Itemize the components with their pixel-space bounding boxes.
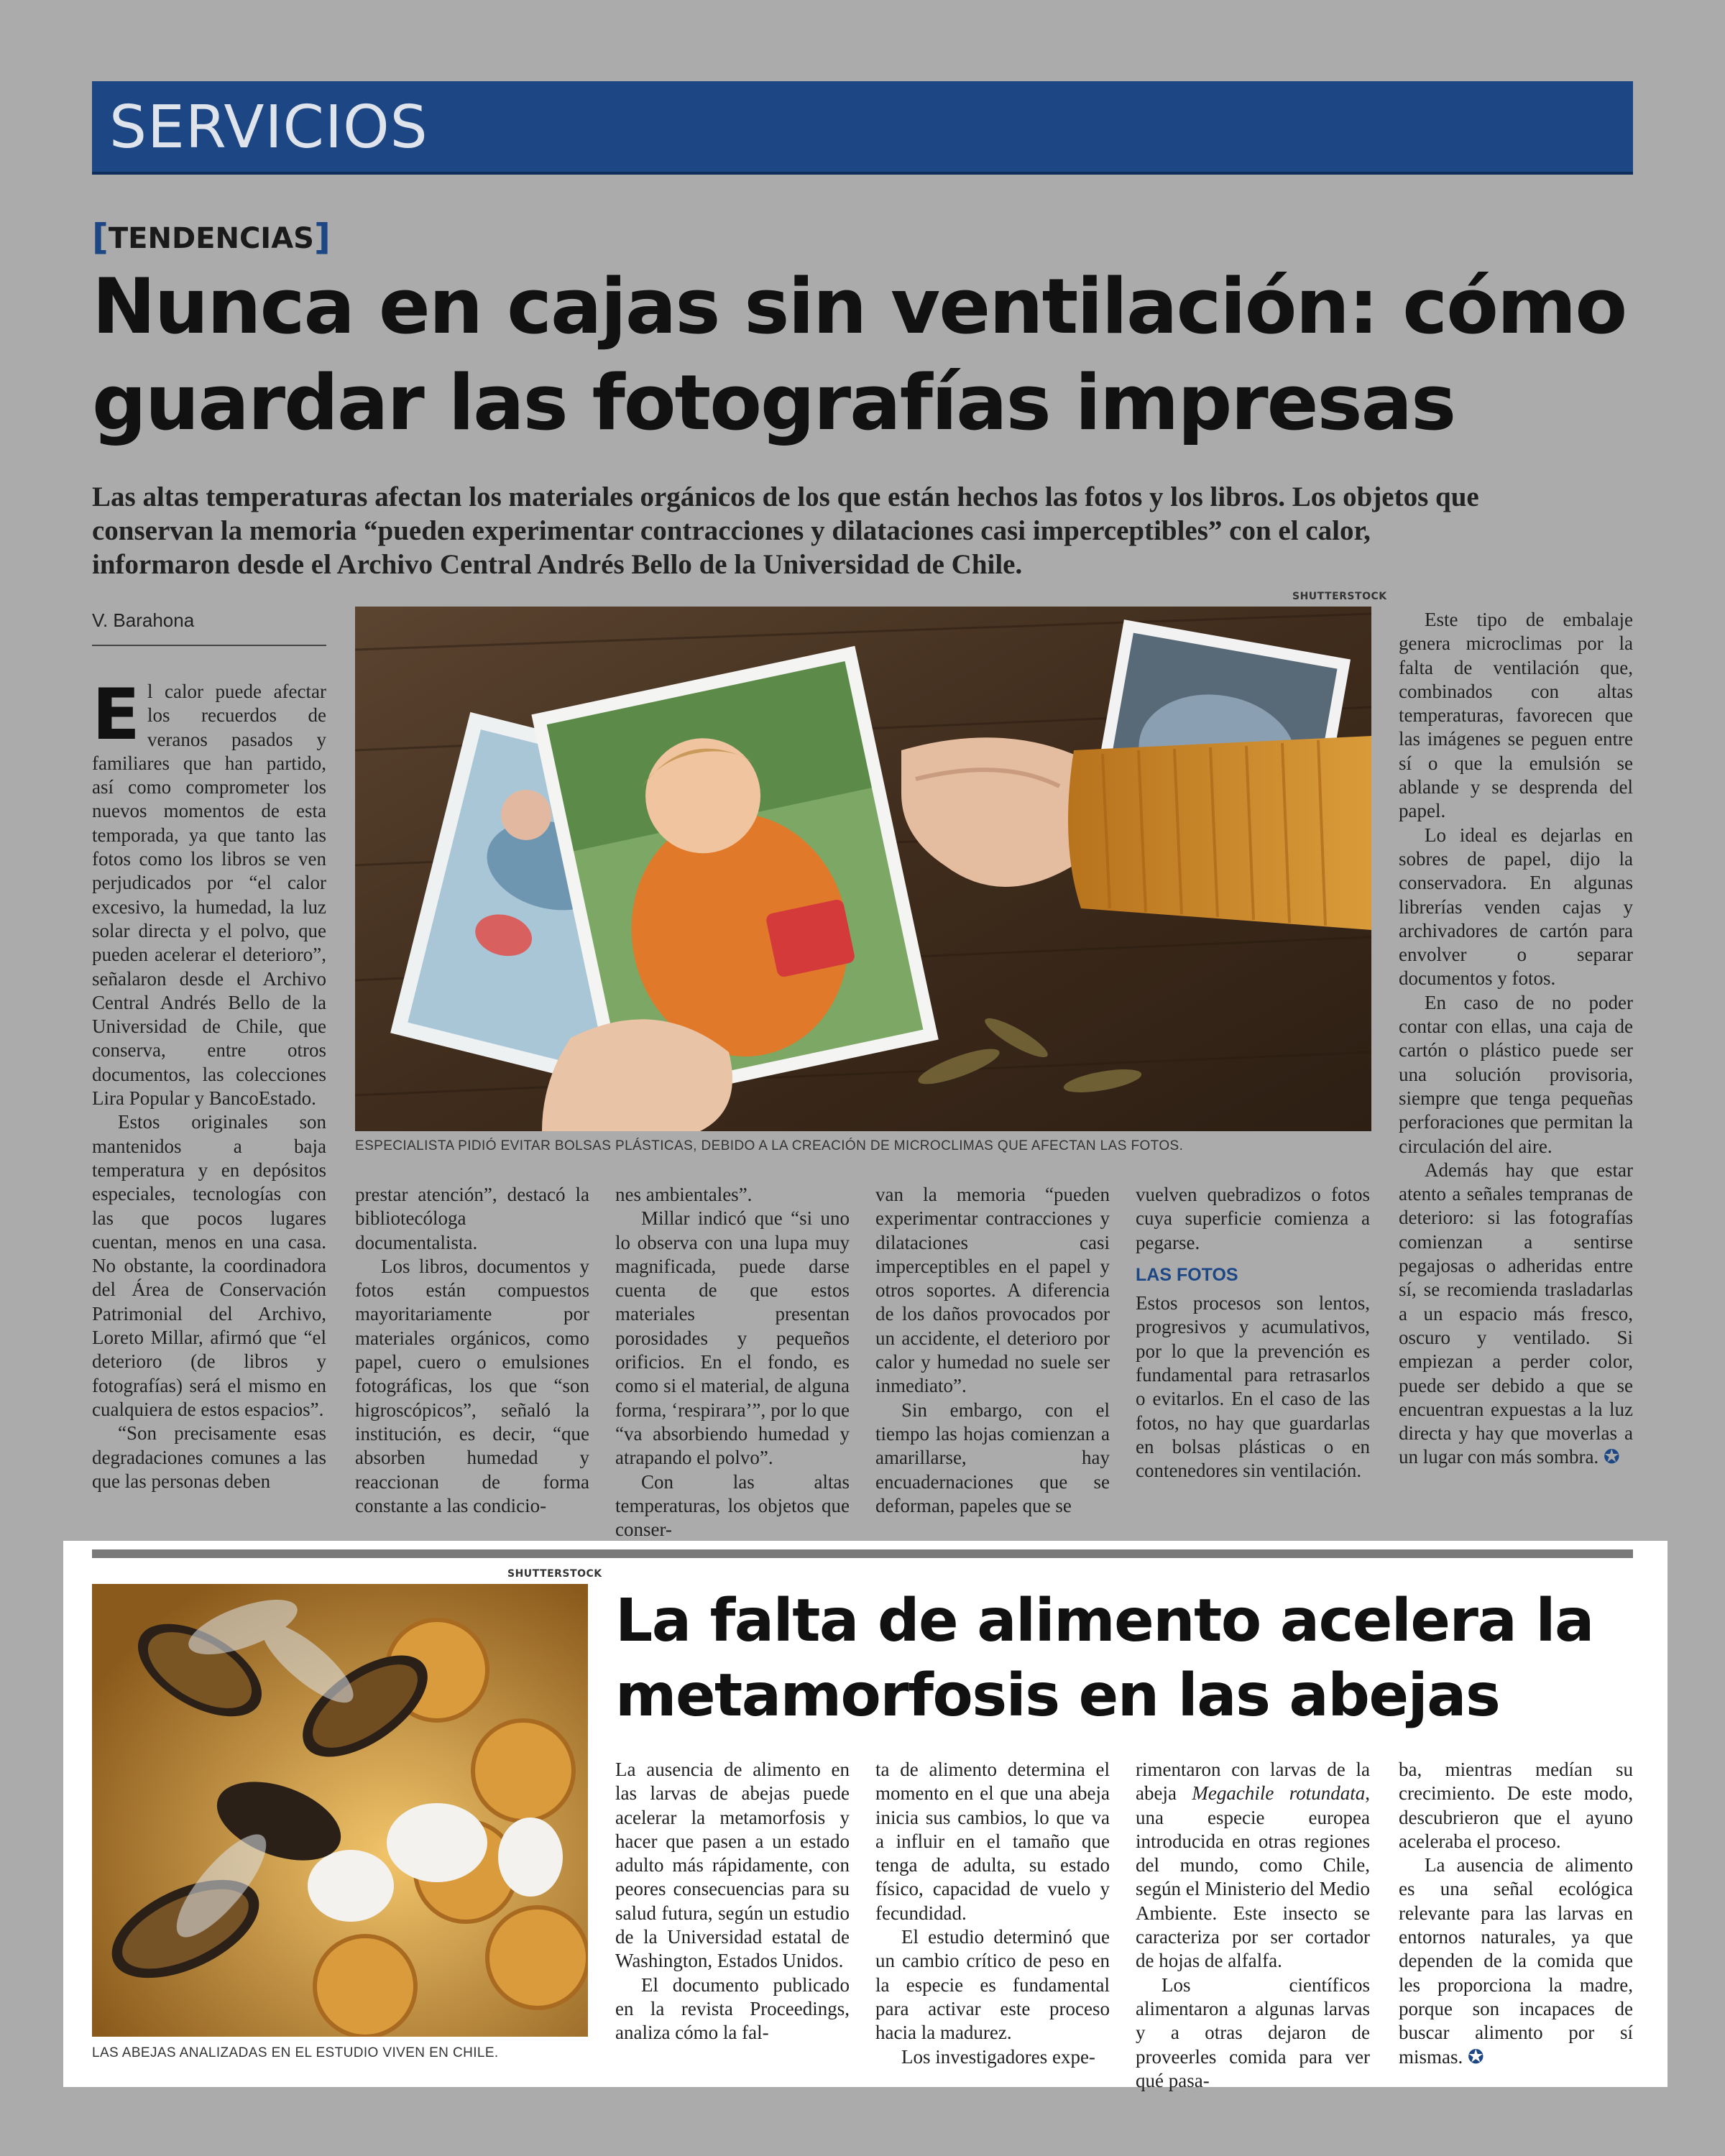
paragraph: Estos originales son mantenidos a baja temperatura y en depósitos especiales, tecnologías con las que pocos lugares cuentan, menos en una casa. No obstante, la coordinadora del Área de Conservación Patrimonial del Archivo, Loreto Millar, afirmó que “el deterioro (de libros y fotografías) será el mismo en cualquiera de estos espacios”. bbox=[92, 1111, 326, 1420]
text-column-4 bbox=[875, 1183, 1110, 1518]
kicker-label: TENDENCIAS bbox=[108, 222, 314, 255]
paragraph: Los libros, documentos y fotos están compuestos mayoritariamente por materiales orgánicos, como papel, cuero o emulsiones fotográficas, los que “son higroscópicos”, señaló la institución, es decir, “que absorben humedad y reaccionan de forma constante a las condicio- bbox=[355, 1255, 589, 1516]
text-column-2 bbox=[355, 1183, 589, 1518]
paragraph: El documento publicado en la revista Proceedings, analiza cómo la fal- bbox=[615, 1973, 850, 2044]
paragraph: Los científicos alimentaron a algunas larvas y a otras dejaron de proveerles comida para ver qué pasa- bbox=[1136, 1973, 1370, 2091]
text-column-6 bbox=[1399, 608, 1633, 1470]
drop-cap: E bbox=[92, 674, 140, 756]
paragraph-text: La ausencia de alimento es una señal ecológica relevante para las larvas en entornos naturales, ya que dependen de la comida que les proporciona la madre, porque son incapaces de buscar alimento por sí mismas. bbox=[1399, 1854, 1633, 2068]
paragraph: “Son precisamente esas degradaciones comunes a las que las personas deben bbox=[92, 1422, 326, 1492]
photo-caption: ESPECIALISTA PIDIÓ EVITAR BOLSAS PLÁSTICAS, DEBIDO A LA CREACIÓN DE MICROCLIMAS QUE AFECTAN LAS FOTOS. bbox=[355, 1138, 1184, 1153]
kicker-bracket-open: [ bbox=[92, 216, 109, 258]
section-header-bar bbox=[92, 81, 1633, 175]
paragraph: Con las altas temperaturas, los objetos que conser- bbox=[615, 1470, 850, 1541]
secondary-article bbox=[63, 1541, 1668, 2091]
text-column-2 bbox=[875, 1758, 1110, 2069]
text-column-4 bbox=[1399, 1758, 1633, 2069]
lead-line: conservan la memoria “pueden experimentar contracciones y dilataciones casi imperceptibles” con el calor, bbox=[92, 515, 1371, 546]
paragraph: Sin embargo, con el tiempo las hojas comienzan a amarillarse, hay encuadernaciones que se deforman, papeles que se bbox=[875, 1399, 1110, 1516]
text-column-5 bbox=[1136, 1183, 1370, 1483]
photo-bees-on-honeycomb bbox=[92, 1584, 588, 2037]
lead-line: Las altas temperaturas afectan los materiales orgánicos de los que están hechos las fotos y los libros. Los objetos que bbox=[92, 482, 1479, 512]
paragraph: prestar atención”, destacó la bibliotecóloga documentalista. bbox=[355, 1184, 589, 1253]
paragraph: nes ambientales”. bbox=[615, 1184, 753, 1205]
photo-credit: SHUTTERSTOCK bbox=[1292, 591, 1387, 602]
paragraph: La ausencia de alimento en las larvas de abejas puede acelerar la metamorfosis y hacer que pasen a un estado adulto más rápidamente, con peores consecuencias para su salud futura, según un estudio de la Universidad estatal de Washington, Estados Unidos. bbox=[615, 1759, 850, 1972]
paragraph-text: , una especie europea introducida en otras regiones del mundo, como Chile, según el Ministerio del Medio Ambiente. Este insecto se caracteriza por ser cortador de hojas de alfalfa. bbox=[1136, 1782, 1370, 1972]
paragraph: En caso de no poder contar con ellas, una caja de cartón o plástico puede ser una solución provisoria, siempre que tenga pequeñas perforaciones que permitan la circulación del aire. bbox=[1399, 991, 1633, 1157]
byline: V. Barahona bbox=[92, 609, 326, 646]
paragraph-text: l calor puede afectar los recuerdos de veranos pasados y familiares que han partido, así como comprometer los nuevos momentos de esta temporada, ya que tanto las fotos como los libros se ven perjudicados por “el calor excesivo, la humedad, la luz solar directa y el polvo, que pueden acelerar el deterioro”, señalaron desde el Archivo Central Andrés Bello de la Universidad de Chile, que conserva, entre otros documentos, las colecciones Lira Popular y BancoEstado. bbox=[92, 681, 326, 1110]
subheading: LAS FOTOS bbox=[1136, 1264, 1238, 1285]
article-kicker bbox=[92, 214, 331, 260]
paragraph: vuelven quebradizos o fotos cuya superficie comienza a pegarse. bbox=[1136, 1184, 1370, 1253]
headline-line: Nunca en cajas sin ventilación: cómo bbox=[92, 262, 1627, 351]
paragraph: Millar indicó que “si uno lo observa con una lupa muy magnificada, puede darse cuenta de que estos materiales presentan porosidades y pequeños orificios. En el fondo, es como si el material, de alguna forma, ‘respirara’”, por lo que “va absorbiendo humedad y atrapando el polvo”. bbox=[615, 1207, 850, 1469]
section-title: SERVICIOS bbox=[109, 93, 428, 162]
paragraph: Los investigadores expe- bbox=[901, 2045, 1095, 2068]
paragraph: ba, mientras medían su crecimiento. De este modo, descubrieron que el ayuno aceleraba el proceso. bbox=[1399, 1759, 1633, 1852]
text-column-1 bbox=[92, 674, 326, 1493]
paragraph-text: Además hay que estar atento a señales tempranas de deterioro: si las fotografías comienzan a sentirse pegajosas o adheridas entre sí, se recomienda trasladarlas a un espacio más fresco, oscuro y ventilado. Si empiezan a perder color, puede ser debido a que se encuentran expuestas a la luz directa y hay que moverlas a un lugar con más sombra. bbox=[1399, 1158, 1633, 1468]
article-lead bbox=[92, 480, 1633, 581]
paragraph bbox=[92, 674, 326, 1110]
text-column-3 bbox=[1136, 1758, 1370, 2093]
paragraph: ta de alimento determina el momento en el que una abeja inicia sus cambios, lo que va a influir en el tamaño que tenga de adulta, su estado físico, capacidad de vuelo y fecundidad. bbox=[875, 1759, 1110, 1924]
photo-hands-holding-prints bbox=[355, 607, 1371, 1131]
kicker-bracket-close: ] bbox=[313, 216, 331, 258]
text-column-1 bbox=[615, 1758, 850, 2045]
bees-illustration bbox=[92, 1584, 588, 2037]
paragraph bbox=[1399, 1158, 1633, 1470]
headline-line: La falta de alimento acelera la bbox=[615, 1587, 1593, 1655]
paragraph-text: rimentaron con larvas de la abeja bbox=[1136, 1759, 1370, 1805]
article-headline bbox=[615, 1584, 1636, 1733]
paragraph bbox=[1399, 1853, 1633, 2069]
paragraph: van la memoria “pueden experimentar contracciones y dilataciones casi imperceptibles en el papel y otros soportes. A diferencia de los daños provocados por un accidente, el deterioro por calor y humedad no suele ser inmediato”. bbox=[875, 1184, 1110, 1397]
text-column-3 bbox=[615, 1183, 850, 1542]
article-headline bbox=[92, 259, 1633, 451]
lead-line: informaron desde el Archivo Central Andrés Bello de la Universidad de Chile. bbox=[92, 549, 1023, 580]
photo-credit: SHUTTERSTOCK bbox=[507, 1568, 602, 1580]
article-top-rule bbox=[92, 1549, 1633, 1558]
paragraph bbox=[1136, 1758, 1370, 1973]
paragraph: Lo ideal es dejarlas en sobres de papel, dijo la conservadora. En algunas librerías venden cajas y archivadores de cartón para envolver o separar documentos y fotos. bbox=[1399, 824, 1633, 990]
end-of-article-icon: ✪ bbox=[1468, 2045, 1484, 2068]
end-of-article-icon: ✪ bbox=[1603, 1446, 1620, 1469]
paragraph: Este tipo de embalaje genera microclimas por la falta de ventilación que, combinados con altas temperaturas, favorecen que las imágenes se peguen entre sí o que la emulsión se ablande y se desprenda del papel. bbox=[1399, 609, 1633, 822]
photo-illustration bbox=[355, 607, 1371, 1131]
photo-caption: LAS ABEJAS ANALIZADAS EN EL ESTUDIO VIVEN EN CHILE. bbox=[92, 2045, 499, 2060]
paragraph: El estudio determinó que un cambio crítico de peso en la especie es fundamental para activar este proceso hacia la madurez. bbox=[875, 1926, 1110, 2044]
species-name: Megachile rotundata bbox=[1192, 1782, 1366, 1805]
paragraph: Estos procesos son lentos, progresivos y acumulativos, por lo que la prevención es fundamental para retrasarlos o evitarlos. En el caso de las fotos, no hay que guardarlas en bolsas plásticas o en contenedores sin ventilación. bbox=[1136, 1292, 1370, 1482]
headline-line: metamorfosis en las abejas bbox=[615, 1662, 1500, 1730]
headline-line: guardar las fotografías impresas bbox=[92, 359, 1455, 447]
